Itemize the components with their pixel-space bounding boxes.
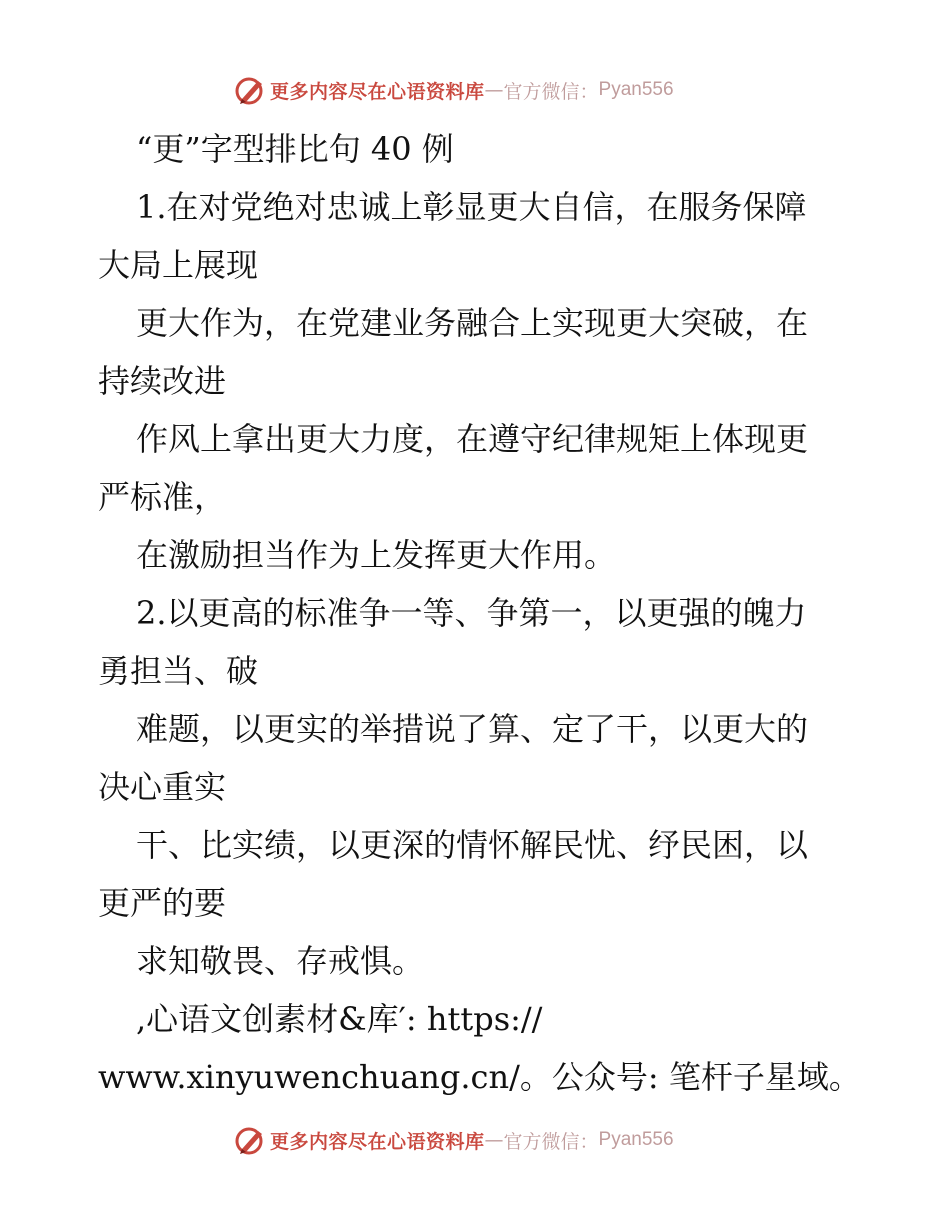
banner-main-text: 更多内容尽在心语资料库 [270, 1130, 485, 1153]
text-line: 作风上拿出更大力度，在遵守纪律规矩上体现更 [136, 420, 809, 458]
document-title: “更”字型排比句 40 例 [136, 130, 454, 168]
text-line: 更大作为，在党建业务融合上实现更大突破，在 [136, 304, 809, 342]
text-line: 勇担当、破 [98, 652, 259, 690]
pen-logo-icon [234, 74, 266, 106]
pen-logo-icon [234, 1124, 266, 1156]
text-line: 决心重实 [98, 768, 227, 806]
text-line: 持续改进 [98, 362, 227, 400]
document-body [98, 120, 861, 1106]
text-line: 更严的要 [98, 884, 227, 922]
source-line: ,心语文创素材&库′: https:// [136, 1000, 543, 1038]
text-line: 2.以更高的标准争一等、争第一，以更强的魄力 [136, 594, 807, 632]
banner-dash: — [484, 79, 504, 101]
text-line: 大局上展现 [98, 246, 259, 284]
text-line: 难题，以更实的举措说了算、定了干，以更大的 [136, 710, 809, 748]
banner-contact-label: 官方微信： [503, 80, 599, 103]
text-line: 干、比实绩，以更深的情怀解民忧、纾民困，以 [136, 826, 809, 864]
header-banner [234, 72, 714, 108]
source-url-line: www.xinyuwenchuang.cn/。公众号: 笔杆子星域。 [98, 1058, 861, 1096]
banner-dash: — [484, 1129, 504, 1151]
banner-main-text: 更多内容尽在心语资料库 [270, 80, 485, 103]
footer-banner [234, 1122, 714, 1158]
text-line: 1.在对党绝对忠诚上彰显更大自信，在服务保障 [136, 188, 807, 226]
banner-contact-id: Pyan556 [598, 1129, 674, 1150]
text-line: 严标准， [98, 478, 227, 516]
banner-contact-id: Pyan556 [598, 79, 674, 100]
text-line: 求知敬畏、存戒惧。 [136, 942, 425, 980]
text-line: 在激励担当作为上发挥更大作用。 [136, 536, 617, 574]
banner-contact-label: 官方微信： [503, 1130, 599, 1153]
